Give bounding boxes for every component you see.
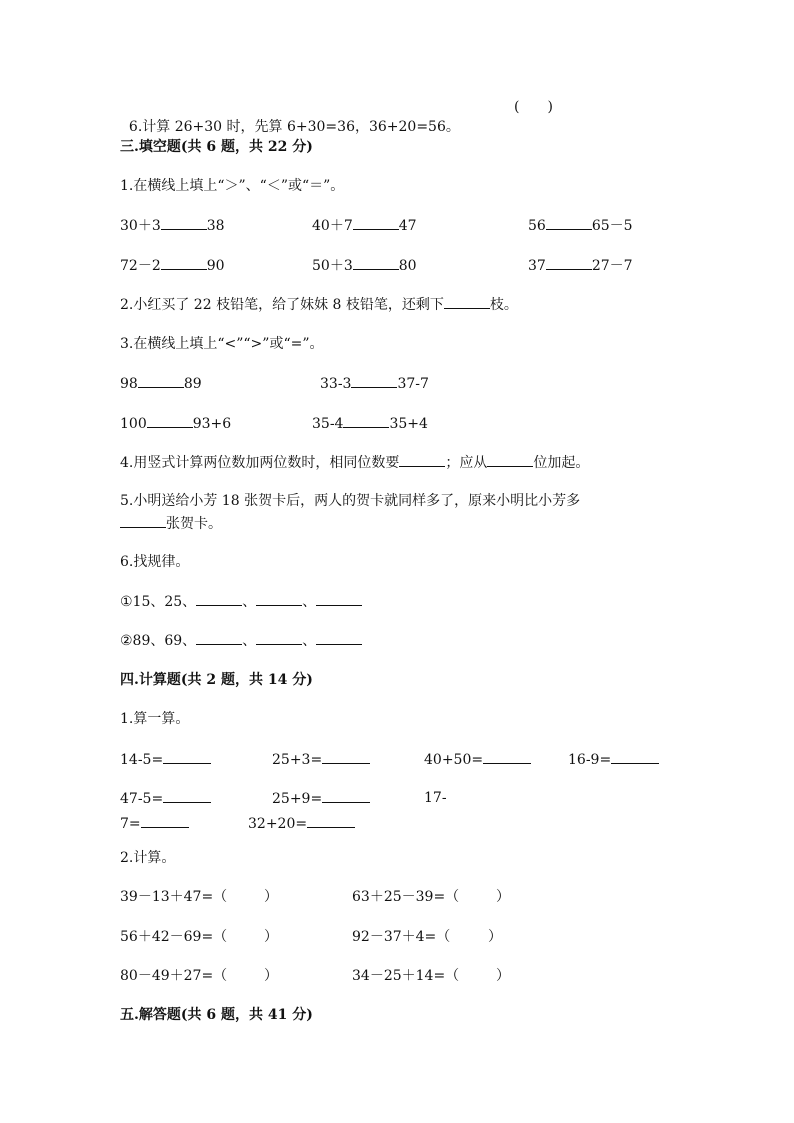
s3-q5-line1: 5.小明送给小芳 18 张贺卡后，两人的贺卡就同样多了，原来小明比小芳多	[120, 493, 581, 509]
question-6-statement	[120, 97, 460, 137]
answer-blank[interactable]	[316, 591, 362, 606]
answer-blank[interactable]	[256, 591, 302, 606]
calc-item: 80－49＋27=（	[120, 968, 228, 984]
compare-item: 37 27－7	[528, 255, 633, 276]
calc-item-part: 17-	[424, 790, 447, 806]
calc-item: 25+3=	[272, 749, 370, 770]
answer-blank[interactable]	[546, 215, 592, 230]
compare-item: 98 89	[120, 373, 202, 394]
answer-parentheses[interactable]: ( )	[514, 99, 553, 115]
answer-blank[interactable]	[196, 591, 242, 606]
answer-blank[interactable]	[138, 373, 184, 388]
calc-item: 32+20=	[248, 813, 355, 834]
answer-blank[interactable]	[353, 255, 399, 270]
compare-item: 30＋3 38	[120, 215, 225, 236]
calc-item: 56＋42－69=（	[120, 929, 228, 945]
answer-blank[interactable]	[141, 813, 189, 828]
answer-blank[interactable]	[444, 294, 490, 309]
answer-blank[interactable]	[353, 215, 399, 230]
answer-blank[interactable]	[196, 630, 242, 645]
answer-blank[interactable]	[611, 749, 659, 764]
answer-blank[interactable]	[256, 630, 302, 645]
s3-q6-prompt: 6.找规律。	[120, 554, 190, 570]
question-text: 6.计算 26+30 时，先算 6+30=36，36+20=56。	[128, 119, 460, 135]
answer-blank[interactable]	[161, 215, 207, 230]
answer-blank[interactable]	[487, 452, 533, 467]
answer-blank[interactable]	[163, 788, 211, 803]
answer-blank[interactable]	[399, 452, 445, 467]
close-paren: ）	[496, 889, 510, 905]
answer-blank[interactable]	[161, 255, 207, 270]
s4-q2-prompt: 2.计算。	[120, 850, 176, 866]
compare-item: 72－2 90	[120, 255, 225, 276]
close-paren: ）	[264, 968, 278, 984]
s3-q1-prompt: 1.在横线上填上“＞”、“＜”或“＝”。	[120, 178, 345, 194]
answer-blank[interactable]	[546, 255, 592, 270]
close-paren: ）	[264, 929, 278, 945]
section-4-heading: 四.计算题(共 2 题，共 14 分)	[120, 672, 313, 688]
close-paren: ）	[264, 889, 278, 905]
close-paren: ）	[488, 929, 502, 945]
compare-item: 33-3 37-7	[320, 373, 429, 394]
calc-item: 63＋25－39=（	[352, 889, 460, 905]
calc-item: 47-5=	[120, 788, 211, 809]
answer-blank[interactable]	[322, 788, 370, 803]
answer-blank[interactable]	[322, 749, 370, 764]
s3-q4: 4.用竖式计算两位数加两位数时，相同位数要 ；应从 位加起。	[120, 452, 589, 473]
answer-blank[interactable]	[307, 813, 355, 828]
section-3-heading: 三.填空题(共 6 题，共 22 分)	[120, 139, 313, 155]
close-paren: ）	[496, 968, 510, 984]
compare-item: 35-4 35+4	[312, 413, 428, 434]
compare-item: 100 93+6	[120, 413, 231, 434]
s3-q5-line2: 张贺卡。	[120, 513, 222, 534]
answer-blank[interactable]	[163, 749, 211, 764]
calc-item: 7=	[120, 813, 189, 834]
calc-item: 92－37＋4=（	[352, 929, 451, 945]
calc-item: 16-9=	[568, 749, 659, 770]
compare-item: 50＋3 80	[312, 255, 417, 276]
compare-item: 56 65－5	[528, 215, 633, 236]
answer-blank[interactable]	[483, 749, 531, 764]
s3-q3-prompt: 3.在横线上填上“<”“>”或“=”。	[120, 336, 324, 352]
calc-item: 40+50=	[424, 749, 531, 770]
pattern-row: ①15、25、 、 、	[120, 591, 362, 612]
s4-q1-prompt: 1.算一算。	[120, 711, 190, 727]
section-5-heading: 五.解答题(共 6 题，共 41 分)	[120, 1007, 313, 1023]
answer-blank[interactable]	[351, 373, 397, 388]
answer-blank[interactable]	[316, 630, 362, 645]
compare-item: 40＋7 47	[312, 215, 417, 236]
answer-blank[interactable]	[120, 513, 166, 528]
calc-item: 34－25＋14=（	[352, 968, 460, 984]
calc-item: 25+9=	[272, 788, 370, 809]
pattern-row: ②89、69、 、 、	[120, 630, 362, 651]
s3-q2: 2.小红买了 22 枝铅笔，给了妹妹 8 枝铅笔，还剩下 枝。	[120, 294, 518, 315]
answer-blank[interactable]	[147, 413, 193, 428]
answer-blank[interactable]	[343, 413, 389, 428]
calc-item: 39－13＋47=（	[120, 889, 228, 905]
calc-item: 14-5=	[120, 749, 211, 770]
